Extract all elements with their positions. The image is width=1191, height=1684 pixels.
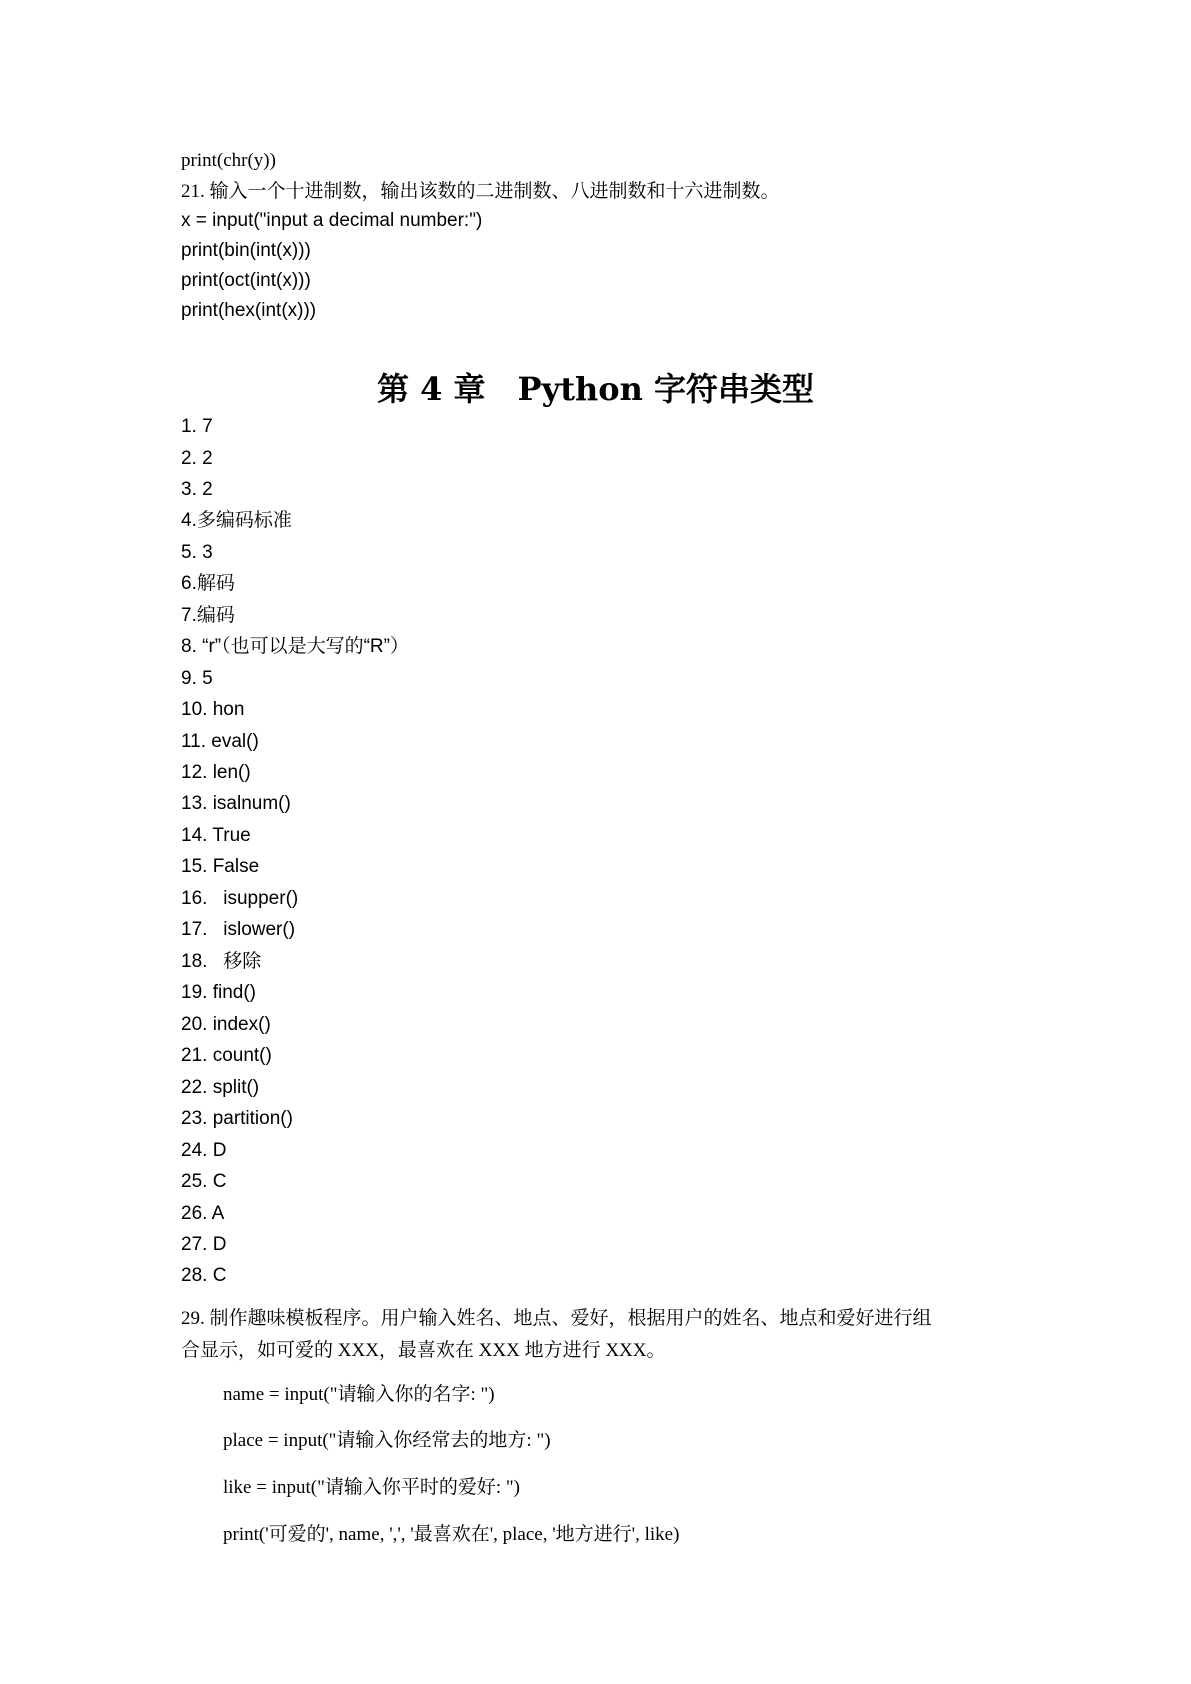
code-line-input: x = input("input a decimal number:") <box>181 210 483 231</box>
code-line-print-bin: print(bin(int(x))) <box>181 240 311 261</box>
answer-item: 12. len() <box>181 762 251 783</box>
answer-item: 4.多编码标准 <box>181 510 292 531</box>
answer-item: 26. A <box>181 1203 225 1224</box>
answer-item: 10. hon <box>181 699 245 720</box>
answer-item: 23. partition() <box>181 1108 293 1129</box>
answer-item: 11. eval() <box>181 731 259 752</box>
answer-item: 1. 7 <box>181 416 213 437</box>
answer-item: 16. isupper() <box>181 888 299 909</box>
answer-item: 18. 移除 <box>181 951 262 972</box>
answer-item: 28. C <box>181 1265 227 1286</box>
answer-item: 14. True <box>181 825 251 846</box>
code-line-place-input: place = input("请输入你经常去的地方: ") <box>223 1430 551 1451</box>
code-line-like-input: like = input("请输入你平时的爱好: ") <box>223 1477 520 1498</box>
answer-item: 21. count() <box>181 1045 272 1066</box>
answer-item: 27. D <box>181 1234 227 1255</box>
answer-item: 8. “r”（也可以是大写的“R”） <box>181 636 409 657</box>
answer-item: 22. split() <box>181 1077 260 1098</box>
answer-item: 7.编码 <box>181 605 235 626</box>
code-line-print-oct: print(oct(int(x))) <box>181 270 311 291</box>
code-line-print-hex: print(hex(int(x))) <box>181 300 317 321</box>
answer-item: 13. isalnum() <box>181 793 291 814</box>
answer-item: 25. C <box>181 1171 227 1192</box>
answer-item: 20. index() <box>181 1014 271 1035</box>
answer-item: 6.解码 <box>181 573 235 594</box>
question-21-text: 21. 输入一个十进制数，输出该数的二进制数、八进制数和十六进制数。 <box>181 181 780 202</box>
answer-item: 15. False <box>181 856 260 877</box>
code-line-print-chr: print(chr(y)) <box>181 150 276 171</box>
answer-item: 17. islower() <box>181 919 296 940</box>
question-29-text-continued: 合显示，如可爱的 XXX，最喜欢在 XXX 地方进行 XXX。 <box>181 1340 666 1361</box>
question-29-text: 29. 制作趣味模板程序。用户输入姓名、地点、爱好，根据用户的姓名、地点和爱好进行组 <box>181 1308 932 1329</box>
code-line-print-result: print('可爱的', name, ',', '最喜欢在', place, '地方进行', like) <box>223 1524 680 1545</box>
answer-item: 24. D <box>181 1140 227 1161</box>
chapter-title: 第 4 章 Python 字符串类型 <box>376 370 814 408</box>
answer-item: 9. 5 <box>181 668 213 689</box>
answer-item: 2. 2 <box>181 448 213 469</box>
answer-item: 5. 3 <box>181 542 213 563</box>
answer-item: 3. 2 <box>181 479 213 500</box>
answer-item: 19. find() <box>181 982 256 1003</box>
code-line-name-input: name = input("请输入你的名字: ") <box>223 1384 495 1405</box>
